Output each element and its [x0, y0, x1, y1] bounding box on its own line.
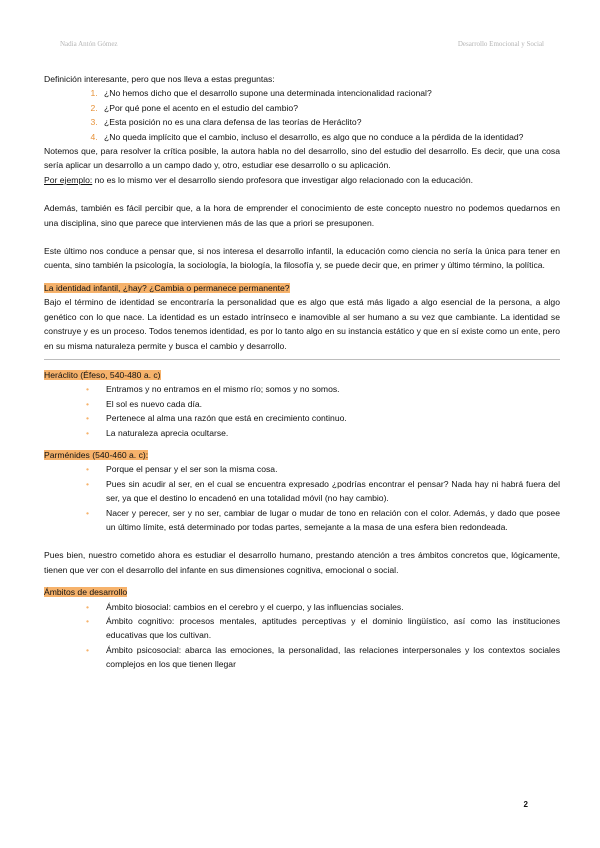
intro-text: Definición interesante, pero que nos lleva a estas preguntas: — [44, 74, 275, 84]
questions-list — [44, 86, 560, 144]
paragraph — [44, 144, 560, 187]
section-heading-identidad: La identidad infantil, ¿hay? ¿Cambia o permanece permanente? — [44, 282, 290, 293]
list-item: • La naturaleza aprecia ocultarse. — [100, 426, 560, 440]
list-item: 1. ¿No hemos dicho que el desarrollo supone una determinada intencionalidad racional? — [100, 86, 560, 100]
list-item: • El sol es nuevo cada día. — [100, 397, 560, 411]
header-author: Nadia Antón Gómez — [60, 40, 118, 48]
paragraph: Además, también es fácil percibir que, a la hora de emprender el conocimiento de este concepto nuestro no podemos quedarnos en una disciplina, sino que parece que intervienen más de las que a priori se presuponen. — [44, 203, 560, 228]
paragraph-text: Notemos que, para resolver la crítica posible, la autora habla no del desarrollo, sino del estudio del desarrollo. Es decir, que una cosa sería aplicar un desarrollo a un campo dado y, otro, estudiar ese desarrollo o su aplicación. — [44, 146, 560, 171]
list-item: • Pues sin acudir al ser, en el cual se encuentra expresado ¿podrías encontrar el pensar? Nada hay ni habrá fuera del ser, ya que el destino lo encadenó en una totalidad móvil (no hay cambio). — [100, 477, 560, 506]
list-item: 2. ¿Por qué pone el acento en el estudio del cambio? — [100, 101, 560, 115]
example-text: no es lo mismo ver el desarrollo siendo profesora que investigar algo relacionado con la educación. — [92, 174, 473, 185]
section-heading-ambitos: Ámbitos de desarrollo — [44, 587, 128, 598]
list-item: • Pertenece al alma una razón que está en crecimiento continuo. — [100, 411, 560, 425]
list-item: 3. ¿Esta posición no es una clara defensa de las teorías de Heráclito? — [100, 115, 560, 129]
example-label: Por ejemplo: — [44, 174, 93, 185]
list-item: • Ámbito cognitivo: procesos mentales, aptitudes perceptivas y el dominio lingüístico, así como las instituciones educativas que los cultivan. — [100, 614, 560, 643]
section-heading-heraclito: Heráclito (Éfeso, 540-480 a. c) — [44, 369, 161, 380]
paragraph: Este último nos conduce a pensar que, si nos interesa el desarrollo infantil, la educación como ciencia no sería la única para tener en cuenta, sino también la psicología, la sociología, la biología, la filosofía y, se puede decir que, en primer y último término, la política. — [44, 246, 560, 271]
heraclito-list — [44, 382, 560, 440]
divider — [44, 359, 560, 360]
page-number: 2 — [523, 800, 528, 809]
list-item: • Ámbito biosocial: cambios en el cerebro y el cuerpo, y las influencias sociales. — [100, 600, 560, 614]
paragraph: Bajo el término de identidad se encontraría la personalidad que es algo que está más ligado a algo esencial de la persona, a algo genético con lo que nace. La identidad es un estado intrínseco e inamovible al ser humano a su vez que cambiante. La identidad se construye y es un proceso. Todos tenemos identidad, es por lo tanto algo en su instancia estático y que en sí existe como un ente, pero en su misma naturaleza permite y busca el cambio y desarrollo. — [44, 297, 560, 351]
paragraph: Pues bien, nuestro cometido ahora es estudiar el desarrollo humano, prestando atención a tres ámbitos concretos que, lógicamente, tienen que ver con el desarrollo del infante en sus dimensiones cognitiva, emocional o social. — [44, 550, 560, 575]
header-subject: Desarrollo Emocional y Social — [457, 40, 544, 48]
list-item: 4. ¿No queda implícito que el cambio, incluso el desarrollo, es algo que no conduce a la pérdida de la identidad? — [100, 130, 560, 144]
page-content — [44, 72, 560, 672]
list-item: • Entramos y no entramos en el mismo río; somos y no somos. — [100, 382, 560, 396]
list-item: • Porque el pensar y el ser son la misma cosa. — [100, 462, 560, 476]
section-heading-parmenides: Parménides (540-460 a. c): — [44, 449, 149, 460]
ambitos-list — [44, 600, 560, 672]
parmenides-list — [44, 462, 560, 534]
list-item: • Ámbito psicosocial: abarca las emociones, la personalidad, las relaciones interpersonales y los contextos sociales complejos en los que tienen llegar — [100, 643, 560, 672]
list-item: • Nacer y perecer, ser y no ser, cambiar de lugar o mudar de tono en relación con el color. Además, y dado que posee un último límite, está determinado por todas partes, semejante a la masa de una esfera bien redondeada. — [100, 506, 560, 535]
